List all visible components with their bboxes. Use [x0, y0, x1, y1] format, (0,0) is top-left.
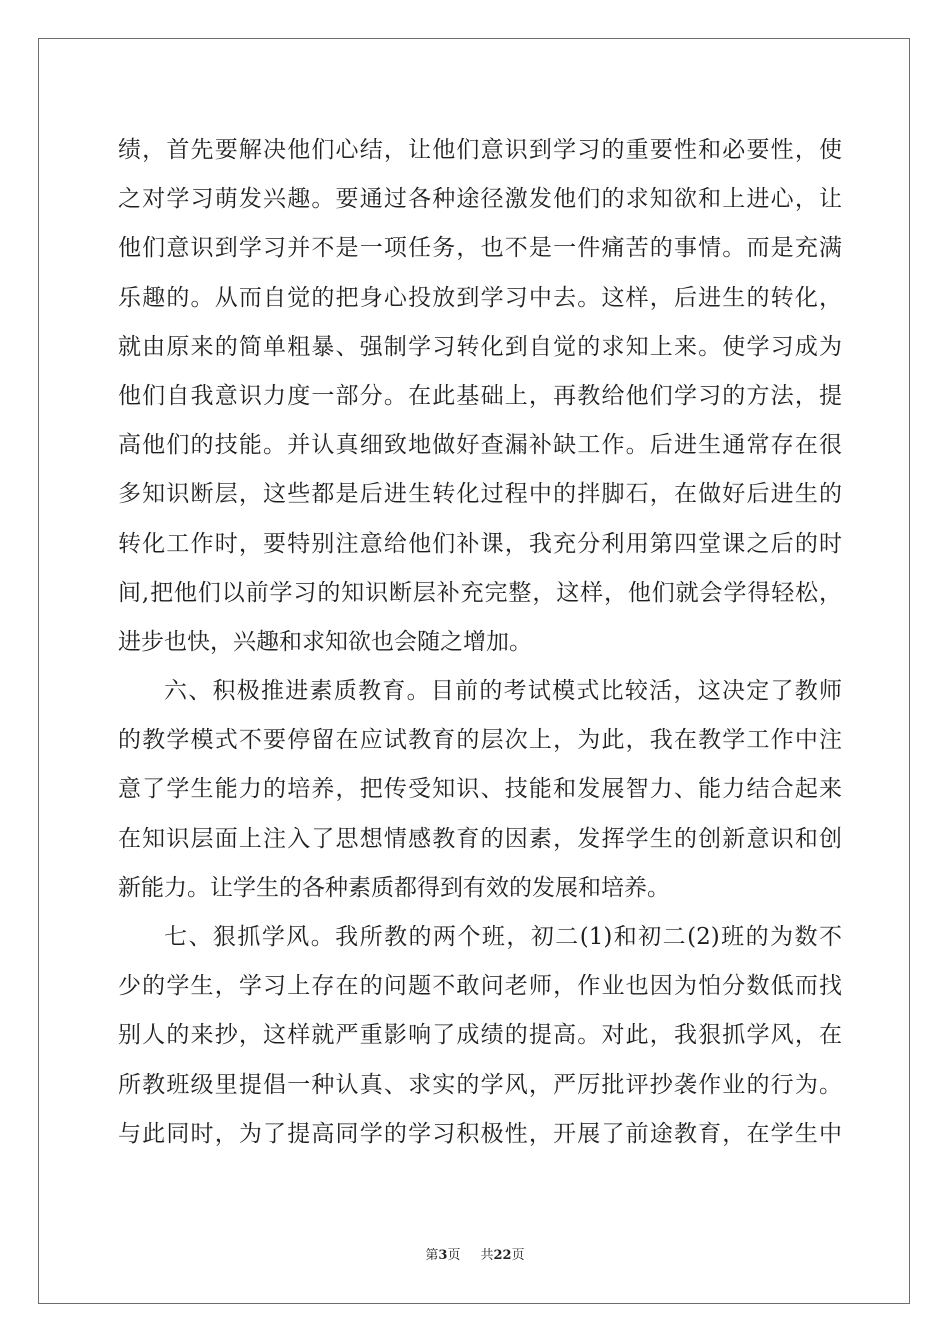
page-footer — [0, 1244, 950, 1263]
text-line: 意了学生能力的培养，把传受知识、技能和发展智力、能力结合起来 — [118, 776, 842, 803]
text-line: 转化工作时，要特别注意给他们补课，我充分利用第四堂课之后的时 — [118, 530, 842, 557]
text-line: 间,把他们以前学习的知识断层补充完整，这样，他们就会学得轻松， — [118, 579, 842, 606]
text-line: 的教学模式不要停留在应试教育的层次上，为此，我在教学工作中注 — [118, 727, 842, 754]
paragraph-first-line: 六、积极推进素质教育。目前的考试模式比较活，这决定了教师 — [164, 678, 842, 705]
text-line: 之对学习萌发兴趣。要通过各种途径激发他们的求知欲和上进心，让 — [118, 186, 842, 213]
text-line: 在知识层面上注入了思想情感教育的因素，发挥学生的创新意识和创 — [118, 825, 842, 852]
text-line: 少的学生，学习上存在的问题不敢问老师，作业也因为怕分数低而找 — [118, 973, 842, 1000]
page-suffix: 页 — [447, 1248, 461, 1263]
text-line: 他们自我意识力度一部分。在此基础上，再教给他们学习的方法，提 — [118, 382, 842, 409]
text-line: 与此同时，为了提高同学的学习积极性，开展了前途教育，在学生中 — [118, 1120, 842, 1147]
page-prefix: 第 — [425, 1248, 439, 1263]
total-pages: 22 — [493, 1248, 512, 1263]
text-line: 就由原来的简单粗暴、强制学习转化到自觉的求知上来。使学习成为 — [118, 333, 842, 360]
text-line: 别人的来抄，这样就严重影响了成绩的提高。对此，我狠抓学风，在 — [118, 1022, 842, 1049]
page-number: 3 — [438, 1248, 448, 1263]
text-line: 高他们的技能。并认真细致地做好查漏补缺工作。后进生通常存在很 — [118, 432, 842, 459]
text-line: 乐趣的。从而自觉的把身心投放到学习中去。这样，后进生的转化， — [118, 284, 842, 311]
text-line: 进步也快，兴趣和求知欲也会随之增加。 — [118, 628, 532, 655]
paragraph-first-line: 七、狠抓学风。我所教的两个班，初二(1)和初二(2)班的为数不 — [164, 924, 842, 950]
text-line: 所教班级里提倡一种认真、求实的学风，严厉批评抄袭作业的行为。 — [118, 1071, 842, 1098]
text-line: 绩，首先要解决他们心结，让他们意识到学习的重要性和必要性，使 — [118, 137, 842, 163]
total-prefix: 共 — [480, 1248, 494, 1263]
text-line: 新能力。让学生的各种素质都得到有效的发展和培养。 — [118, 874, 670, 901]
text-line: 多知识断层，这些都是后进生转化过程中的拌脚石，在做好后进生的 — [118, 481, 842, 508]
document-body — [118, 126, 842, 1159]
text-line: 他们意识到学习并不是一项任务，也不是一件痛苦的事情。而是充满 — [118, 235, 842, 262]
total-suffix: 页 — [511, 1248, 525, 1263]
